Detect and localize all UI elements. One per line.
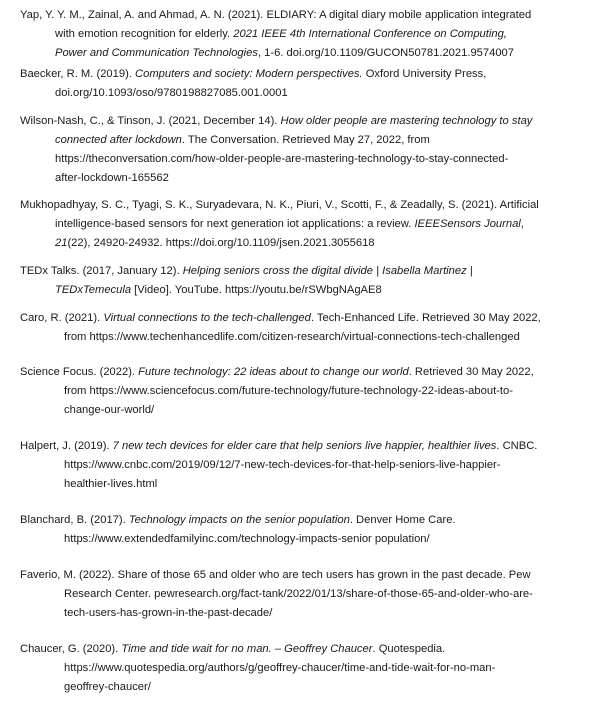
reference-line xyxy=(20,44,580,63)
reference-text: doi.org/10.1093/oso/9780198827085.001.0001 xyxy=(55,87,288,99)
reference-italic-text: IEEESensors Journal xyxy=(414,218,521,230)
reference-italic-text: Time and tide wait for no man. – Geoffrey Chaucer xyxy=(121,643,373,655)
reference-text: Chaucer, G. (2020). xyxy=(20,643,122,655)
reference-text: healthier-lives.html xyxy=(64,478,158,490)
reference-italic-text: 21 xyxy=(55,237,68,249)
reference-italic-text: Technology impacts on the senior population xyxy=(128,514,350,526)
reference-text: geoffrey-chaucer/ xyxy=(64,681,151,693)
reference-line xyxy=(20,328,580,347)
reference-line xyxy=(20,262,580,281)
reference-text: Blanchard, B. (2017). xyxy=(20,514,129,526)
reference-text: from https://www.techenhancedlife.com/citizen-research/virtual-connections-tech-challenged xyxy=(64,331,520,343)
reference-faverio xyxy=(20,566,580,623)
reference-italic-text: How older people are mastering technology to stay xyxy=(280,115,533,127)
reference-line xyxy=(20,215,580,234)
reference-text: . Tech-Enhanced Life. Retrieved 30 May 2022, xyxy=(310,312,541,324)
reference-line xyxy=(20,281,580,300)
reference-yap xyxy=(20,6,580,63)
reference-italic-text: 2021 IEEE 4th International Conference on Computing, xyxy=(233,28,507,40)
reference-line xyxy=(20,401,580,420)
reference-text: Oxford University Press, xyxy=(362,68,487,80)
reference-tedx xyxy=(20,262,580,300)
reference-line xyxy=(20,511,580,530)
reference-line xyxy=(20,456,580,475)
reference-line xyxy=(20,169,580,188)
reference-line xyxy=(20,196,580,215)
reference-text: with emotion recognition for elderly. xyxy=(55,28,234,40)
reference-line xyxy=(20,566,580,585)
reference-text: . Quotespedia. xyxy=(372,643,446,655)
reference-text: Baecker, R. M. (2019). xyxy=(20,68,136,80)
reference-text: Yap, Y. Y. M., Zainal, A. and Ahmad, A. N. (2021). ELDIARY: A digital diary mobile application integrated xyxy=(20,9,532,21)
reference-text: after-lockdown-165562 xyxy=(55,172,169,184)
reference-blanchard xyxy=(20,511,580,549)
reference-italic-text: Virtual connections to the tech-challenged xyxy=(103,312,311,324)
reference-science-focus xyxy=(20,363,580,420)
reference-line xyxy=(20,678,580,697)
reference-text: Faverio, M. (2022). Share of those 65 and older who are tech users has grown in the past decade. Pew xyxy=(20,569,531,581)
reference-italic-text: 7 new tech devices for elder care that help seniors live happier, healthier lives xyxy=(112,440,497,452)
reference-text: Wilson-Nash, C., & Tinson, J. (2021, December 14). xyxy=(20,115,281,127)
reference-italic-text: Power and Communication Technologies xyxy=(55,47,258,59)
reference-text: , 1-6. doi.org/10.1109/GUCON50781.2021.9574007 xyxy=(257,47,514,59)
reference-text: https://www.cnbc.com/2019/09/12/7-new-tech-devices-for-that-help-seniors-live-happier- xyxy=(64,459,501,471)
reference-halpert xyxy=(20,437,580,494)
reference-caro xyxy=(20,309,580,347)
reference-text: . CNBC. xyxy=(496,440,538,452)
reference-line xyxy=(20,659,580,678)
reference-italic-text: Helping seniors cross the digital divide | Isabella Martinez | xyxy=(182,265,473,277)
reference-line xyxy=(20,585,580,604)
reference-text: intelligence-based sensors for next generation iot applications: a review. xyxy=(55,218,415,230)
reference-line xyxy=(20,112,580,131)
reference-text: https://www.quotespedia.org/authors/g/geoffrey-chaucer/time-and-tide-wait-for-no-man- xyxy=(64,662,496,674)
reference-text: . The Conversation. Retrieved May 27, 2022, from xyxy=(181,134,430,146)
reference-text: . Retrieved 30 May 2022, xyxy=(408,366,534,378)
reference-text: . Denver Home Care. xyxy=(349,514,456,526)
reference-text: https://www.extendedfamilyinc.com/technology-impacts-senior population/ xyxy=(64,533,430,545)
reference-line xyxy=(20,6,580,25)
reference-line xyxy=(20,25,580,44)
reference-line xyxy=(20,475,580,494)
reference-line xyxy=(20,150,580,169)
reference-text: Research Center. pewresearch.org/fact-tank/2022/01/13/share-of-those-65-and-older-who-are- xyxy=(64,588,533,600)
reference-italic-text: TEDxTemecula xyxy=(55,284,132,296)
reference-chaucer xyxy=(20,640,580,697)
reference-line xyxy=(20,640,580,659)
reference-line xyxy=(20,84,580,103)
reference-mukhopadhyay xyxy=(20,196,580,253)
reference-text: tech-users-has-grown-in-the-past-decade/ xyxy=(64,607,273,619)
reference-italic-text: connected after lockdown xyxy=(55,134,182,146)
reference-text: https://theconversation.com/how-older-people-are-mastering-technology-to-stay-connected- xyxy=(55,153,509,165)
reference-line xyxy=(20,131,580,150)
reference-text: [Video]. YouTube. https://youtu.be/rSWbgNAgAE8 xyxy=(131,284,382,296)
reference-line xyxy=(20,437,580,456)
reference-italic-text: Computers and society: Modern perspectives. xyxy=(135,68,363,80)
reference-text: Halpert, J. (2019). xyxy=(20,440,113,452)
reference-text: Mukhopadhyay, S. C., Tyagi, S. K., Suryadevara, N. K., Piuri, V., Scotti, F., & Zeadally, S. (2021). Artificial xyxy=(20,199,539,211)
reference-line xyxy=(20,65,580,84)
reference-baecker xyxy=(20,65,580,103)
reference-line xyxy=(20,234,580,253)
reference-wilson-nash xyxy=(20,112,580,188)
reference-line xyxy=(20,363,580,382)
reference-line xyxy=(20,309,580,328)
reference-text: from https://www.sciencefocus.com/future-technology/future-technology-22-ideas-about-to- xyxy=(64,385,513,397)
reference-text: change-our-world/ xyxy=(64,404,155,416)
reference-text: , xyxy=(520,218,524,230)
reference-text: TEDx Talks. (2017, January 12). xyxy=(20,265,183,277)
reference-line xyxy=(20,382,580,401)
reference-text: Caro, R. (2021). xyxy=(20,312,104,324)
reference-line xyxy=(20,604,580,623)
reference-text: (22), 24920-24932. https://doi.org/10.1109/jsen.2021.3055618 xyxy=(67,237,375,249)
reference-text: Science Focus. (2022). xyxy=(20,366,139,378)
reference-italic-text: Future technology: 22 ideas about to change our world xyxy=(138,366,409,378)
reference-line xyxy=(20,530,580,549)
